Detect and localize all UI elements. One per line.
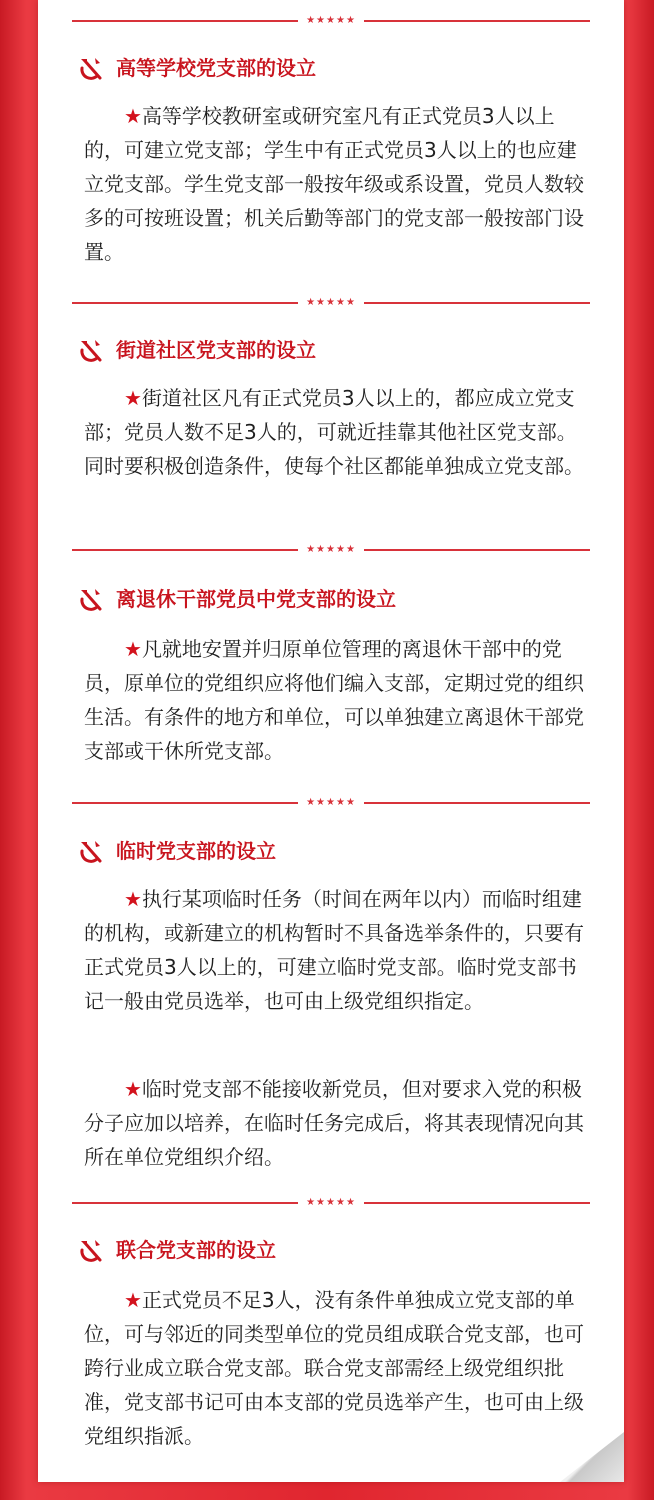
divider xyxy=(72,543,590,557)
paragraph-text: 临时党支部不能接收新党员，但对要求入党的积极分子应加以培养，在临时任务完成后，将其表现情况向其所在单位党组织介绍。 xyxy=(84,1077,584,1169)
paragraph-text: 执行某项临时任务（时间在两年以内）而临时组建的机构，或新建立的机构暂时不具备选举条件的，只要有正式党员3人以上的，可建立临时党支部。临时党支部书记一般由党员选举，也可由上级党组织指定。 xyxy=(84,887,584,1013)
divider-line xyxy=(364,302,590,304)
divider-line xyxy=(72,802,298,804)
hammer-and-sickle-icon xyxy=(78,586,104,612)
paragraph-text: 街道社区凡有正式党员3人以上的，都应成立党支部；党员人数不足3人的，可就近挂靠其他社区党支部。同时要积极创造条件，使每个社区都能单独成立党支部。 xyxy=(84,386,584,478)
divider-line xyxy=(364,20,590,22)
star-marker: ★ xyxy=(124,1077,142,1101)
divider-line xyxy=(72,1202,298,1204)
section-heading xyxy=(78,335,316,365)
section-paragraph xyxy=(84,882,584,1018)
divider-stars: ★★★★★ xyxy=(306,1197,356,1208)
hammer-and-sickle-icon xyxy=(78,55,104,81)
section-title: 离退休干部党员中党支部的设立 xyxy=(116,587,396,611)
paragraph-text: 凡就地安置并归原单位管理的离退休干部中的党员，原单位的党组织应将他们编入支部，定期过党的组织生活。有条件的地方和单位，可以单独建立离退休干部党支部或干休所党支部。 xyxy=(84,637,584,763)
section-heading xyxy=(78,53,316,83)
divider-stars: ★★★★★ xyxy=(306,797,356,808)
hammer-and-sickle-icon xyxy=(78,1237,104,1263)
paragraph-text: 高等学校教研室或研究室凡有正式党员3人以上的，可建立党支部；学生中有正式党员3人以上的也应建立党支部。学生党支部一般按年级或系设置，党员人数较多的可按班设置；机关后勤等部门的党支部一般按部门设置。 xyxy=(84,104,584,264)
divider-stars: ★★★★★ xyxy=(306,15,356,26)
paragraph-text: 正式党员不足3人，没有条件单独成立党支部的单位，可与邻近的同类型单位的党员组成联合党支部，也可跨行业成立联合党支部。联合党支部需经上级党组织批准，党支部书记可由本支部的党员选举产生，也可由上级党组织指派。 xyxy=(84,1288,584,1448)
section-paragraph xyxy=(84,1283,584,1453)
section-title: 街道社区党支部的设立 xyxy=(116,338,316,362)
section-title: 联合党支部的设立 xyxy=(116,1238,276,1262)
divider xyxy=(72,1196,590,1210)
divider xyxy=(72,296,590,310)
divider-line xyxy=(72,302,298,304)
divider-stars: ★★★★★ xyxy=(306,544,356,555)
divider xyxy=(72,14,590,28)
divider-stars: ★★★★★ xyxy=(306,297,356,308)
section-title: 临时党支部的设立 xyxy=(116,839,276,863)
section-title: 高等学校党支部的设立 xyxy=(116,56,316,80)
section-heading xyxy=(78,836,276,866)
paper-sheet xyxy=(38,0,624,1482)
hammer-and-sickle-icon xyxy=(78,838,104,864)
divider-line xyxy=(364,1202,590,1204)
divider xyxy=(72,796,590,810)
hammer-and-sickle-icon xyxy=(78,337,104,363)
divider-line xyxy=(364,802,590,804)
star-marker: ★ xyxy=(124,637,142,661)
divider-line xyxy=(364,549,590,551)
star-marker: ★ xyxy=(124,1288,142,1312)
star-marker: ★ xyxy=(124,386,142,410)
star-marker: ★ xyxy=(124,887,142,911)
divider-line xyxy=(72,20,298,22)
section-paragraph xyxy=(84,1072,584,1174)
section-paragraph xyxy=(84,99,584,269)
star-marker: ★ xyxy=(124,104,142,128)
section-heading xyxy=(78,584,396,614)
section-paragraph xyxy=(84,632,584,768)
section-paragraph xyxy=(84,381,584,483)
section-heading xyxy=(78,1235,276,1265)
divider-line xyxy=(72,549,298,551)
